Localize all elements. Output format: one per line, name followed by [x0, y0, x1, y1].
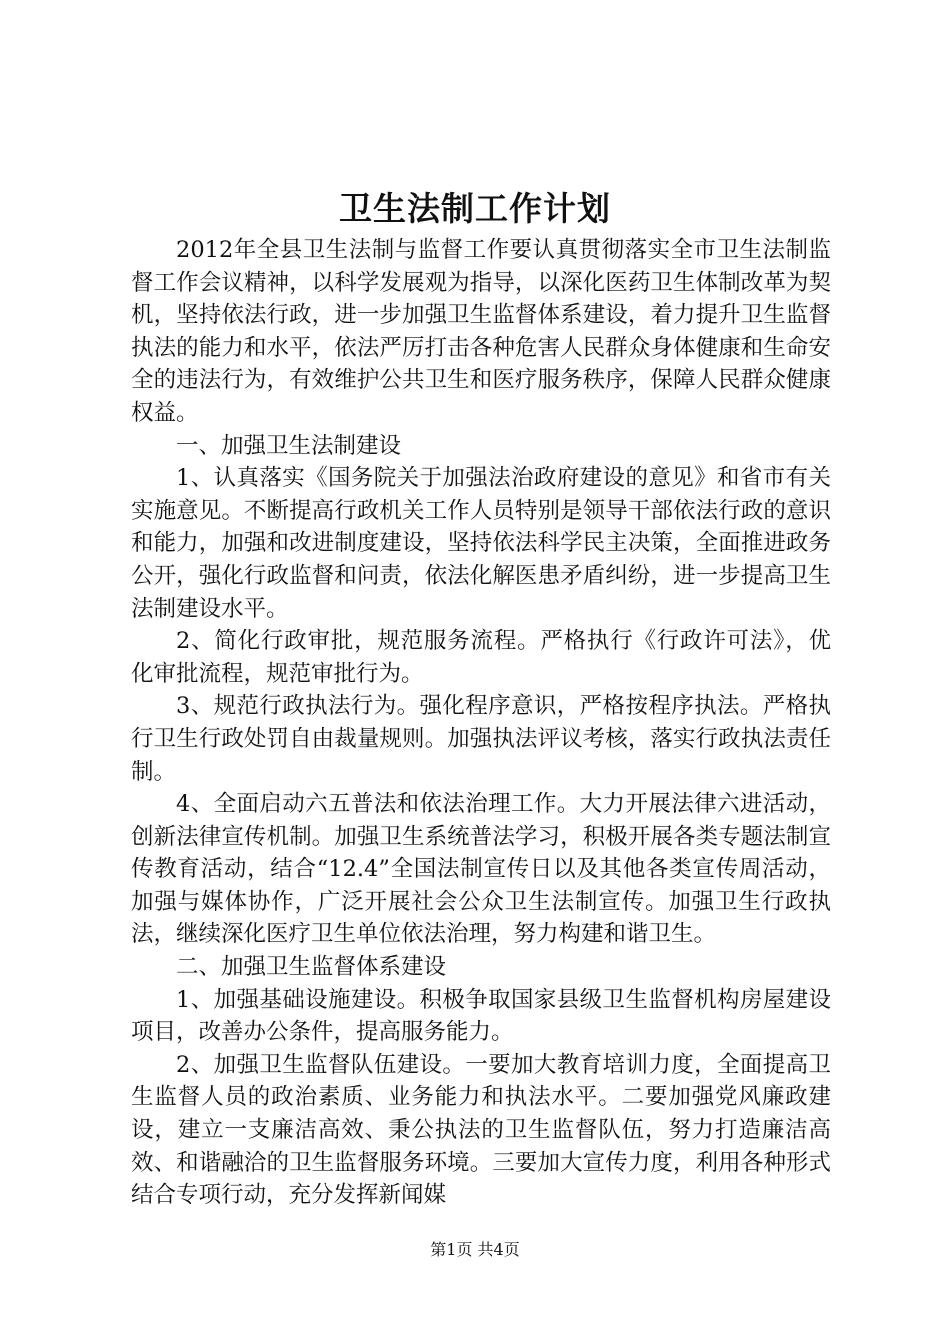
page-number-footer: 第1页 共4页 [430, 1240, 520, 1259]
intro-paragraph: 2012年全县卫生法制与监督工作要认真贯彻落实全市卫生法制监督工作会议精神，以科学发展观为指导，以深化医药卫生体制改革为契机，坚持依法行政，进一步加强卫生监督体系建设，着力提升卫生监督执法的能力和水平，依法严厉打击各种危害人民群众身体健康和生命安全的违法行为，有效维护公共卫生和医疗服务秩序，保障人民群众健康权益。 [131, 237, 831, 426]
body-paragraph: 3、规范行政执法行为。强化程序意识，严格按程序执法。严格执行卫生行政处罚自由裁量规则。加强执法评议考核，落实行政执法责任制。 [131, 693, 831, 785]
body-paragraph: 1、认真落实《国务院关于加强法治政府建设的意见》和省市有关实施意见。不断提高行政机关工作人员特别是领导干部依法行政的意识和能力，加强和改进制度建设，坚持依法科学民主决策，全面推进政务公开，强化行政监督和问责，依法化解医患矛盾纠纷，进一步提高卫生法制建设水平。 [131, 465, 831, 622]
body-paragraph: 2、加强卫生监督队伍建设。一要加大教育培训力度，全面提高卫生监督人员的政治素质、业务能力和执法水平。二要加强党风廉政建设，建立一支廉洁高效、秉公执法的卫生监督队伍，努力打造廉洁高效、和谐融洽的卫生监督服务环境。三要加大宣传力度，利用各种形式结合专项行动，充分发挥新闻媒 [131, 1051, 831, 1209]
body-paragraph: 2、简化行政审批，规范服务流程。严格执行《行政许可法》，优化审批流程，规范审批行为。 [131, 628, 831, 687]
body-paragraph: 4、全面启动六五普法和依法治理工作。大力开展法律六进活动，创新法律宣传机制。加强卫生系统普法学习，积极开展各类专题法制宣传教育活动，结合“12.4”全国法制宣传日以及其他各类宣传周活动，加强与媒体协作，广泛开展社会公众卫生法制宣传。加强卫生行政执法，继续深化医疗卫生单位依法治理，努力构建和谐卫生。 [131, 791, 831, 948]
section-heading: 一、加强卫生法制建设 [176, 432, 402, 459]
document-body [131, 234, 831, 1212]
body-paragraph: 1、加强基础设施建设。积极争取国家县级卫生监督机构房屋建设项目，改善办公条件，提高服务能力。 [131, 986, 831, 1046]
document-title: 卫生法制工作计划 [339, 189, 611, 228]
section-heading: 二、加强卫生监督体系建设 [176, 954, 447, 981]
